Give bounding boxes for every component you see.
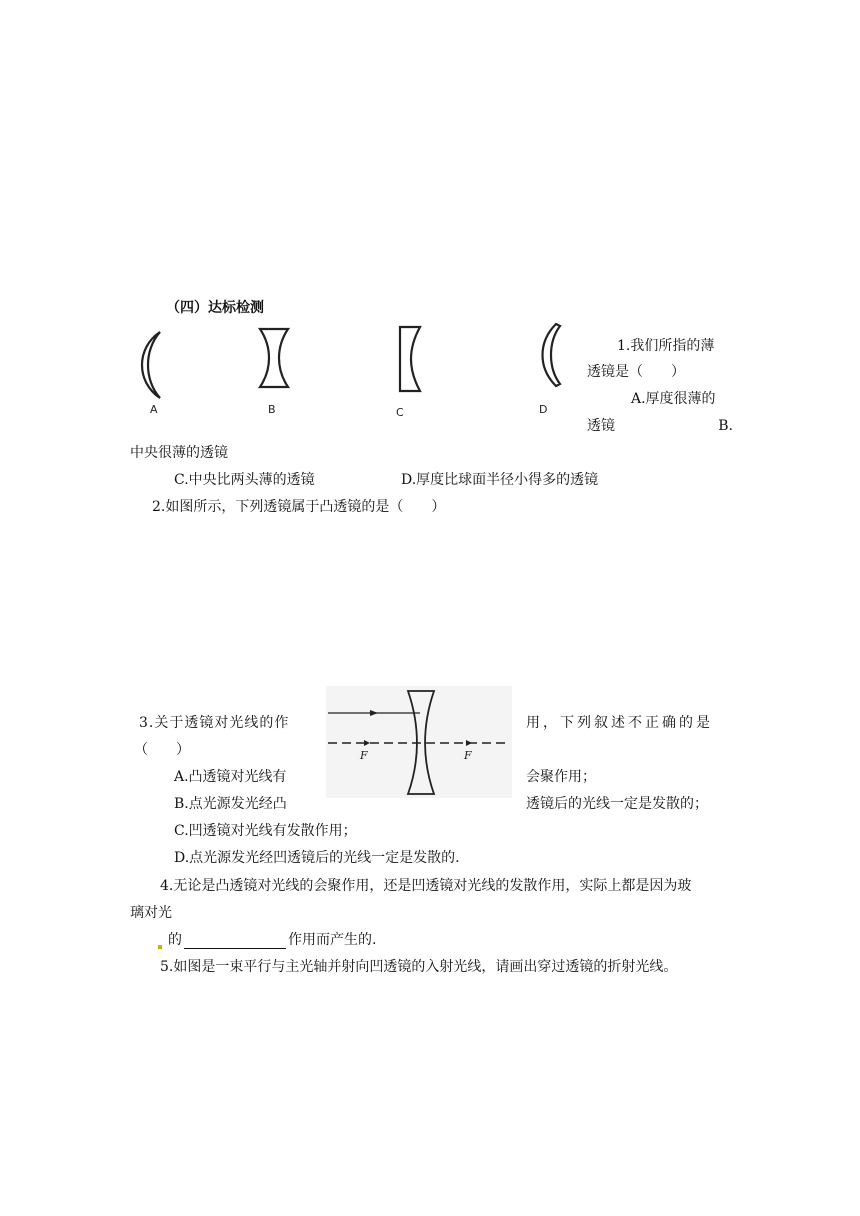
q3-bracket: （ ）: [134, 742, 190, 758]
lens-d-figure: [530, 322, 570, 388]
q1-line1: 1.我们所指的薄: [617, 338, 715, 354]
focal-point-right-label: F: [464, 749, 472, 762]
q3-option-d: D.点光源发光经凹透镜后的光线一定是发散的.: [174, 850, 460, 866]
q1-option-c: C.中央比两头薄的透镜: [174, 472, 315, 488]
lens-c-figure: [396, 325, 436, 393]
q1-option-a-part2: 透镜: [587, 418, 615, 434]
q4-line2: 璃对光: [130, 905, 172, 921]
lens-c-label: C: [396, 406, 404, 419]
highlight-marker: [158, 945, 162, 949]
q3-stem-right: 用，下列叙述不正确的是: [526, 715, 713, 731]
q4-line3: [158, 931, 376, 949]
focal-point-left-label: F: [360, 749, 368, 762]
q4-line3-pre: 的: [168, 932, 182, 948]
lens-b-figure: [254, 327, 294, 389]
q1-option-a-part1: A.厚度很薄的: [631, 391, 716, 407]
lens-d-label: D: [539, 403, 548, 416]
concave-lens-ray-diagram: [326, 686, 512, 798]
lens-a-figure: [130, 330, 170, 400]
q3-stem-left: 3.关于透镜对光线的作: [139, 715, 290, 731]
q4-line3-post: 作用而产生的.: [288, 932, 377, 948]
q3-option-b-right: 透镜后的光线一定是发散的；: [526, 796, 708, 812]
q1-option-d: D.厚度比球面半径小得多的透镜: [401, 472, 599, 488]
q4-answer-blank[interactable]: [184, 934, 286, 949]
q3-option-a-left: A.凸透镜对光线有: [174, 769, 287, 785]
q1-line2: 透镜是（ ）: [587, 364, 685, 380]
q1-option-b-text: 中央很薄的透镜: [130, 445, 228, 461]
section-title: （四）达标检测: [166, 300, 264, 316]
q2-text: 2.如图所示，下列透镜属于凸透镜的是（ ）: [152, 499, 446, 515]
q3-option-c: C.凹透镜对光线有发散作用；: [174, 823, 357, 839]
q3-option-b-left: B.点光源发光经凸: [174, 796, 287, 812]
q5-text: 5.如图是一束平行与主光轴并射向凹透镜的入射光线，请画出穿过透镜的折射光线。: [160, 959, 678, 975]
q1-option-row: [587, 417, 733, 435]
lens-a-label: A: [150, 403, 158, 416]
lens-b-label: B: [268, 403, 276, 416]
q1-option-b-prefix: B.: [718, 418, 733, 434]
q3-option-a-right: 会聚作用；: [526, 769, 596, 785]
q4-line1: 4.无论是凸透镜对光线的会聚作用，还是凹透镜对光线的发散作用，实际上都是因为玻: [160, 878, 692, 894]
